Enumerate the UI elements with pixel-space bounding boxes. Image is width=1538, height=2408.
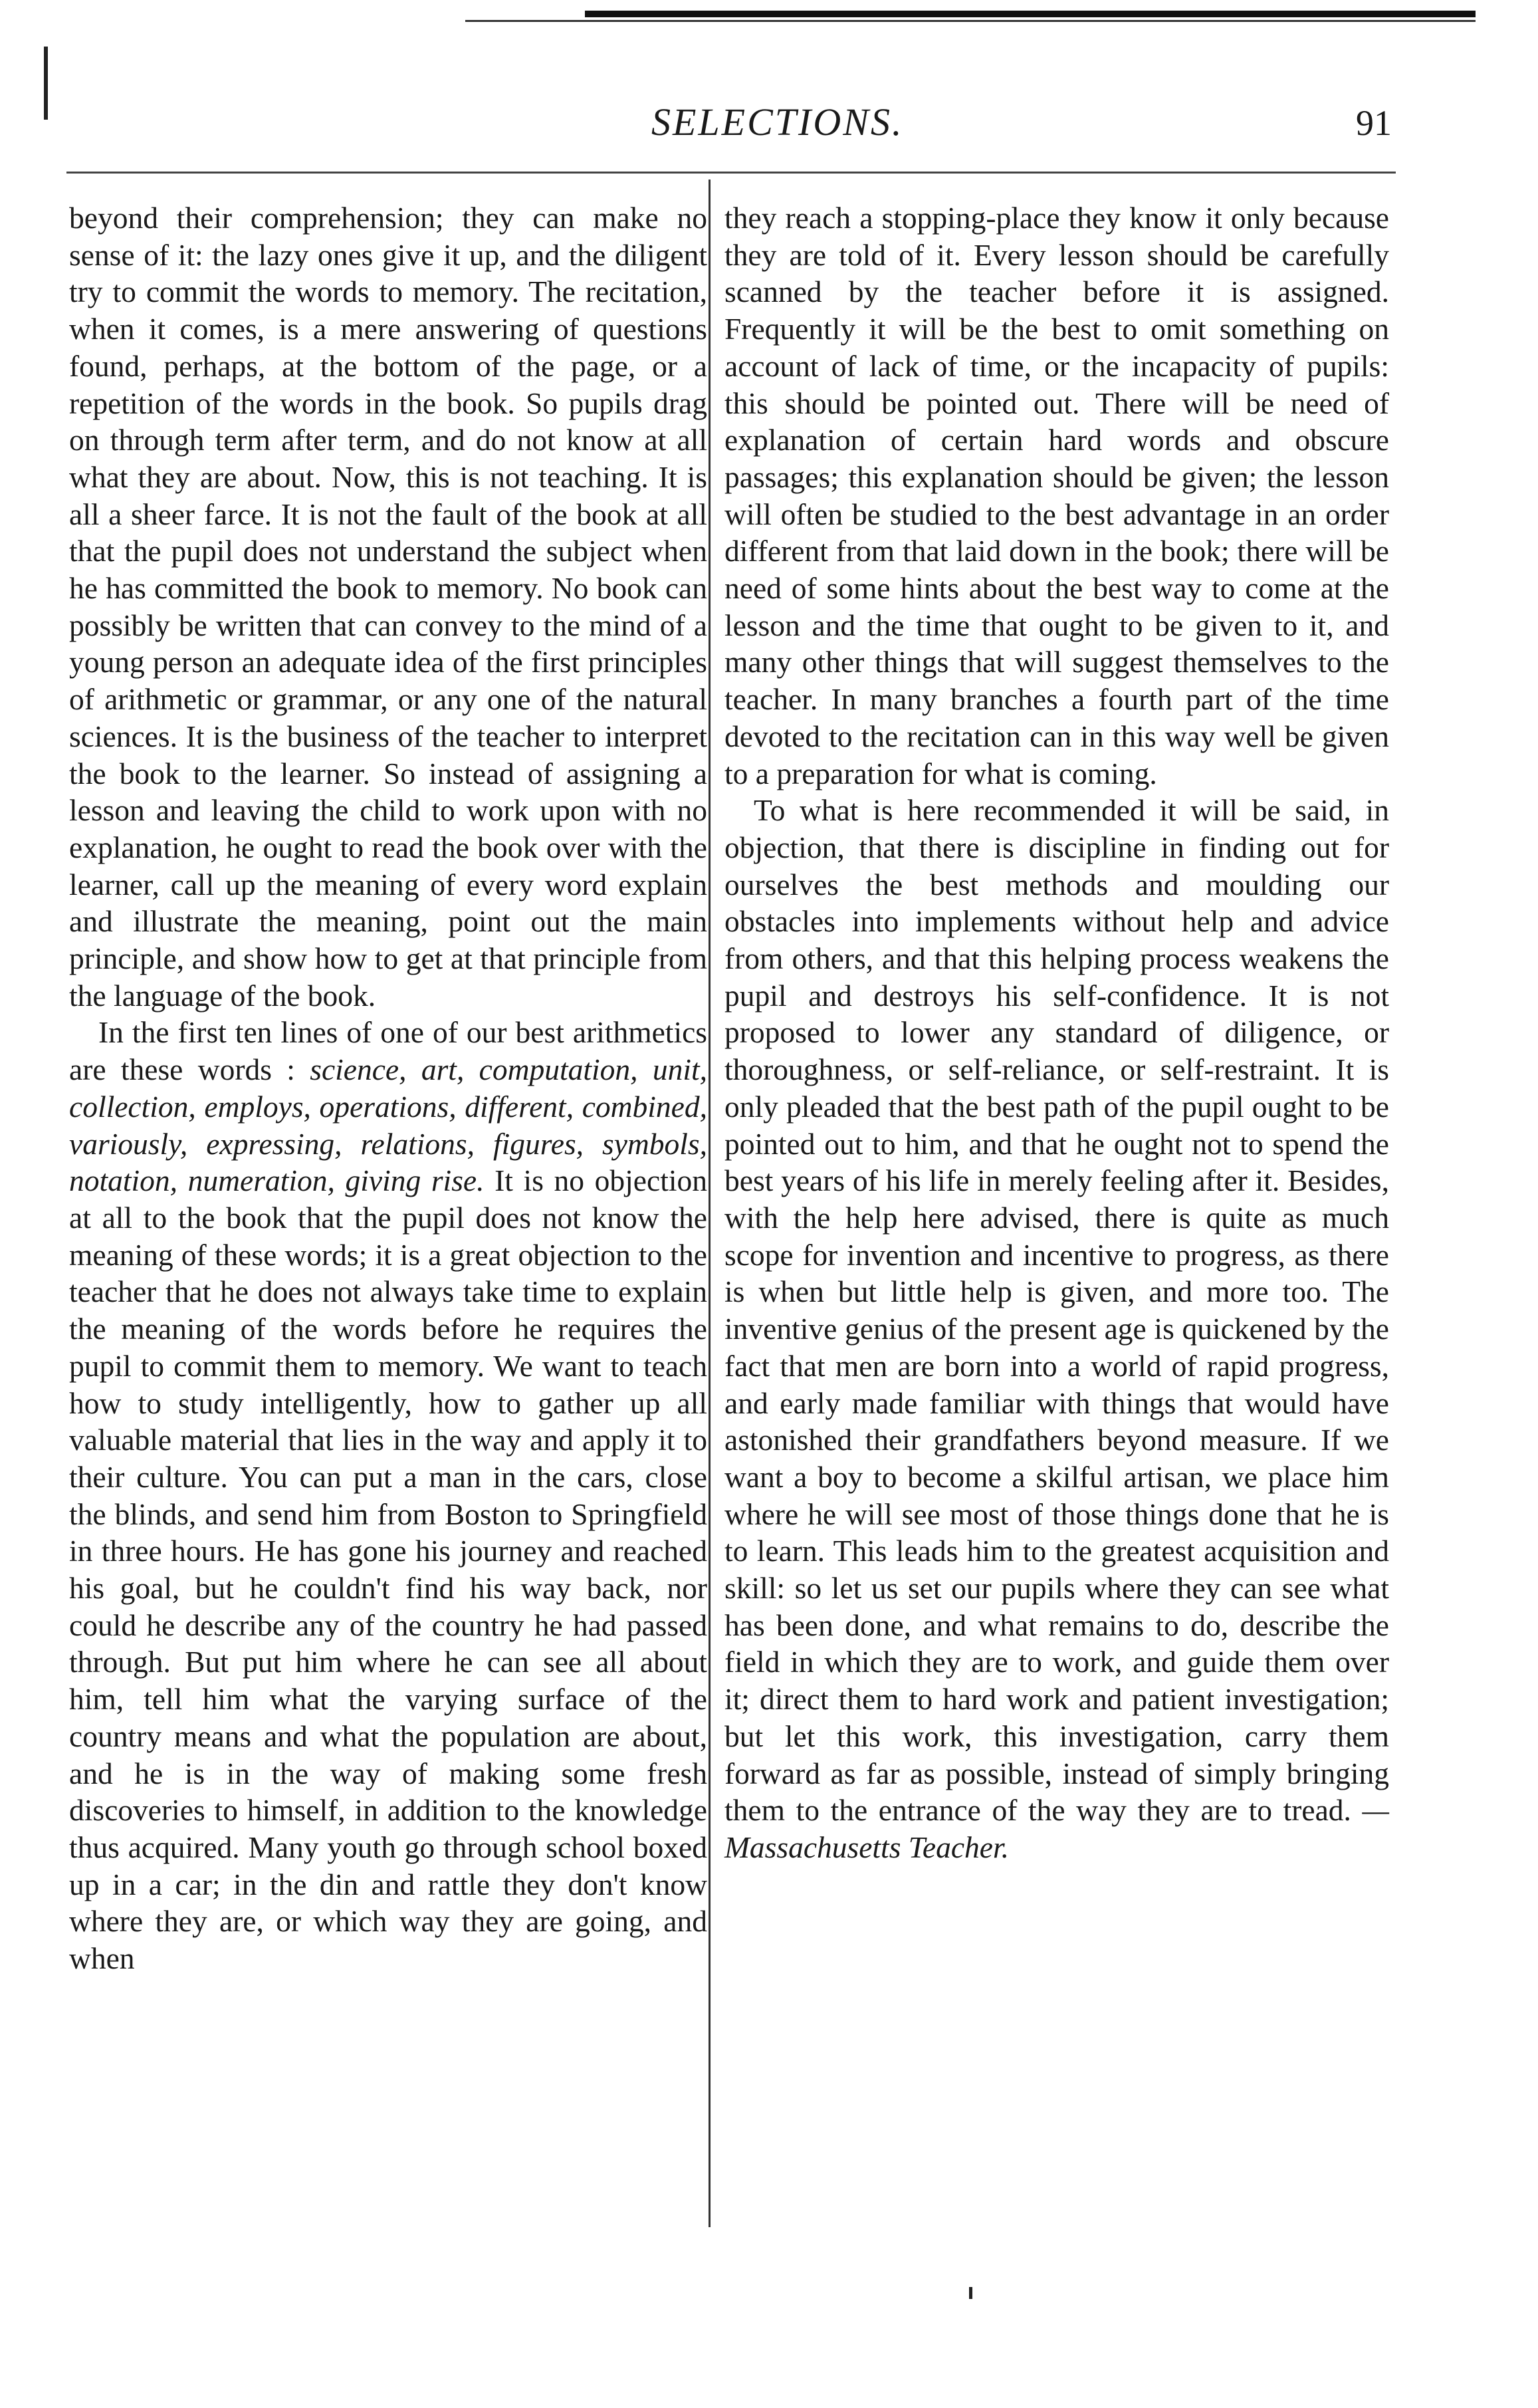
right-paragraph-1: they reach a stopping-place they know it only because they are told of it. Every lesson should be carefully scanned by the teacher before it is assigned. Frequently it will be the best to omit something on account of lack of time, or the incapacity of pupils: this should be pointed out. There will be need of explanation of certain hard words and obscure passages; this explanation should be given; the lesson will often be studied to the best advantage in an order different from that laid down in the book; there will be need of some hints about the best way to come at the lesson and the time that ought to be given to it, and many other things that will suggest themselves to the teacher. In many branches a fourth part of the time devoted to the recitation can in this way well be given to a preparation for what is coming. xyxy=(724,201,1389,790)
top-thin-rule xyxy=(465,20,1476,22)
source-attribution: —Massachusetts Teacher. xyxy=(724,1793,1389,1864)
left-paragraph-2 xyxy=(69,1014,707,1977)
footer-mark xyxy=(969,2287,972,2299)
running-head: SELECTIONS. xyxy=(651,100,904,144)
vocabulary-words: science, art, computation, unit, collection, employs, operations, different, combined, variously, expressing, relations, figures, symbols, notation, numeration, giving rise. xyxy=(69,1052,707,1198)
right-paragraph-2 xyxy=(724,792,1389,1866)
left-paragraph-1: beyond their comprehension; they can make no sense of it: the lazy ones give it up, and the diligent try to commit the words to memory. The recitation, when it comes, is a mere answering of questions found, perhaps, at the bottom of the page, or a repetition of the words in the book. So pupils drag on through term after term, and do not know at all what they are about. Now, this is not teaching. It is all a sheer farce. It is not the fault of the book at all that the pupil does not understand the subject when he has committed the book to memory. No book can possibly be written that can convey to the mind of a young person an adequate idea of the first principles of arithmetic or grammar, or any one of the natural sciences. It is the business of the teacher to interpret the book to the learner. So instead of assigning a lesson and leaving the child to work upon with no explanation, he ought to read the book over with the learner, call up the meaning of every word explain and illustrate the meaning, point out the main principle, and show how to get at that principle from the language of the book. xyxy=(69,201,707,1013)
page-number: 91 xyxy=(1356,103,1392,143)
left-column xyxy=(69,199,707,1977)
page-header xyxy=(66,100,1396,153)
column-divider xyxy=(709,180,711,2227)
right-paragraph-2-text: To what is here recommended it will be said, in objection, that there is discipline in finding out for ourselves the best methods and moulding our obstacles into implements without help and advice from others, and that this helping process weakens the pupil and destroys his self-confidence. It is not proposed to lower any standard of diligence, or thoroughness, or self-reliance, or self-restraint. It is only pleaded that the best path of the pupil ought to be pointed out to him, and that he ought not to spend the best years of his life in merely feeling after it. Besides, with the help here advised, there is quite as much scope for invention and incentive to progress, as there is when but little help is given, and more too. The inventive genius of the present age is quickened by the fact that men are born into a world of rapid progress, and early made familiar with things that would have astonished their grandfathers beyond measure. If we want a boy to become a skilful artisan, we place him where he will see most of those things done that he is to learn. This leads him to the greatest acquisition and skill: so let us set our pupils where they can see what has been done, and what remains to do, describe the field in which they are to work, and guide them over it; direct them to hard work and patient investigation; but let this work, this investigation, carry them forward as far as possible, instead of simply bringing them to the entrance of the way they are to tread. xyxy=(724,793,1389,1828)
right-column xyxy=(724,199,1389,1866)
header-rule xyxy=(66,172,1396,174)
margin-mark xyxy=(44,47,48,120)
top-border-rule xyxy=(585,11,1476,17)
left-paragraph-2-intro: In the first ten lines of one of our best arithmetics are these words : xyxy=(69,1015,707,1087)
left-paragraph-2-rest: It is no objection at all to the book that the pupil does not know the meaning of these words; it is a great objection to the teacher that he does not always take time to explain the meaning of the words before he requires the pupil to commit them to memory. We want to teach how to study intelligently, how to gather up all valuable material that lies in the way and apply it to their culture. You can put a man in the cars, close the blinds, and send him from Boston to Springfield in three hours. He has gone his journey and reached his goal, but he couldn't find his way back, nor could he describe any of the country he had passed through. But put him where he can see all about him, tell him what the varying surface of the country means and what the population are about, and he is in the way of making some fresh discoveries to himself, in addition to the knowledge thus acquired. Many youth go through school boxed up in a car; in the din and rattle they don't know where they are, or which way they are going, and when xyxy=(69,1163,707,1976)
